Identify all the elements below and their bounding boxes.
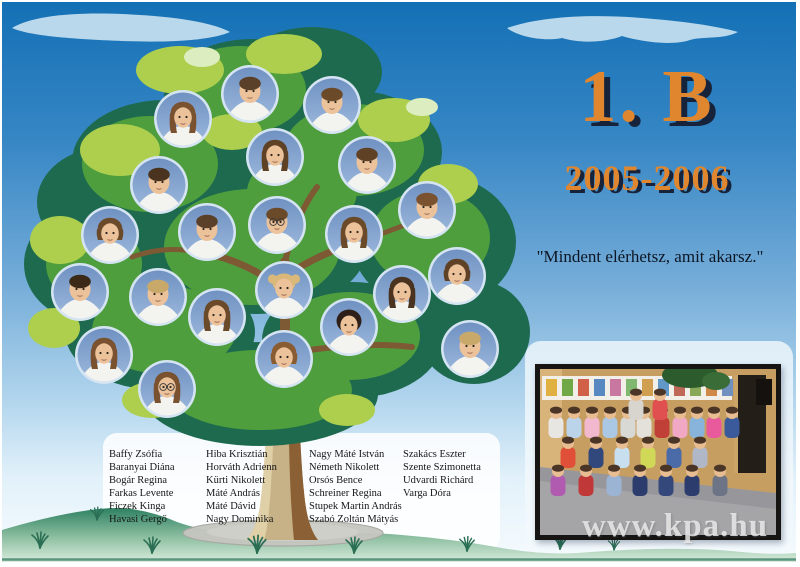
student-name: Szakács Eszter (403, 449, 466, 460)
photo-child (673, 407, 688, 438)
student-name: Varga Dóra (403, 488, 451, 499)
photo-child (551, 465, 566, 496)
photo-child (585, 407, 600, 438)
student-photo (255, 330, 313, 388)
student-photo (178, 203, 236, 261)
student-name: Bogár Regina (109, 475, 168, 486)
student-photo (75, 326, 133, 384)
student-name: Baffy Zsófia (109, 449, 163, 460)
student-photo (154, 90, 212, 148)
alphabet-card (594, 379, 605, 396)
student-name: Udvardi Richárd (403, 475, 474, 486)
student-photo (138, 360, 196, 418)
student-name-column (309, 448, 402, 526)
student-photo (255, 261, 313, 319)
student-photo (338, 136, 396, 194)
student-name: Hiba Krisztián (206, 449, 268, 460)
student-photo (246, 128, 304, 186)
student-name: Horváth Adrienn (206, 462, 277, 473)
student-name: Nagy Dominika (206, 514, 274, 525)
photo-child (685, 465, 700, 496)
student-photo (188, 288, 246, 346)
student-name: Nagy Máté István (309, 449, 385, 460)
student-name: Németh Nikolett (309, 462, 380, 473)
photo-child (629, 389, 644, 420)
photo-child (603, 407, 618, 438)
student-name: Schreiner Regina (309, 488, 382, 499)
photo-child (725, 407, 740, 438)
alphabet-card (546, 379, 557, 396)
student-name: Stupek Martin András (309, 501, 402, 512)
student-photo (325, 205, 383, 263)
photo-child (633, 465, 648, 496)
photo-frame-corner (756, 379, 772, 405)
student-name: Orsós Bence (309, 475, 363, 486)
student-name-column (206, 448, 277, 526)
student-name-column (403, 448, 481, 500)
photo-child (713, 465, 728, 496)
student-photo (428, 247, 486, 305)
student-name: Máté Dávid (206, 501, 256, 512)
student-name: Szente Szimonetta (403, 462, 481, 473)
student-name: Baranyai Diána (109, 462, 175, 473)
photo-plant-leaf (702, 372, 730, 390)
student-name: Kürti Nikolett (206, 475, 266, 486)
school-year: 2005-2006 (564, 158, 730, 198)
tableau-scene (2, 2, 796, 562)
student-photo (441, 320, 499, 378)
student-name: Máté András (206, 488, 260, 499)
photo-child (579, 465, 594, 496)
student-photo (303, 76, 361, 134)
photo-child (567, 407, 582, 438)
class-title: 1. B (579, 56, 715, 138)
photo-child (707, 407, 722, 438)
photo-child (693, 437, 708, 468)
class-motto: "Mindent elérhetsz, amit akarsz." (536, 247, 764, 266)
student-name: Szabó Zoltán Mátyás (309, 514, 399, 525)
student-name: Farkas Levente (109, 488, 174, 499)
student-photo (320, 298, 378, 356)
student-photo (373, 265, 431, 323)
alphabet-card (562, 379, 573, 396)
alphabet-card (642, 379, 653, 396)
photo-child (549, 407, 564, 438)
student-name: Ficzek Kinga (109, 501, 166, 512)
photo-child (690, 407, 705, 438)
photo-child (641, 437, 656, 468)
student-photo (51, 263, 109, 321)
photo-child (653, 389, 668, 420)
student-photo (398, 181, 456, 239)
student-name: Havasi Gergő (109, 514, 167, 525)
student-name-column (109, 448, 175, 526)
photo-child (615, 437, 630, 468)
photo-child (607, 465, 622, 496)
watermark: www.kpa.hu (582, 508, 769, 544)
student-photo (221, 65, 279, 123)
student-photo (130, 156, 188, 214)
student-photo (81, 206, 139, 264)
student-photo (129, 268, 187, 326)
photo-child (589, 437, 604, 468)
alphabet-card (578, 379, 589, 396)
title-block (502, 56, 792, 198)
photo-child (667, 437, 682, 468)
student-photo (248, 196, 306, 254)
photo-child (659, 465, 674, 496)
photo-child (561, 437, 576, 468)
alphabet-card (610, 379, 621, 396)
